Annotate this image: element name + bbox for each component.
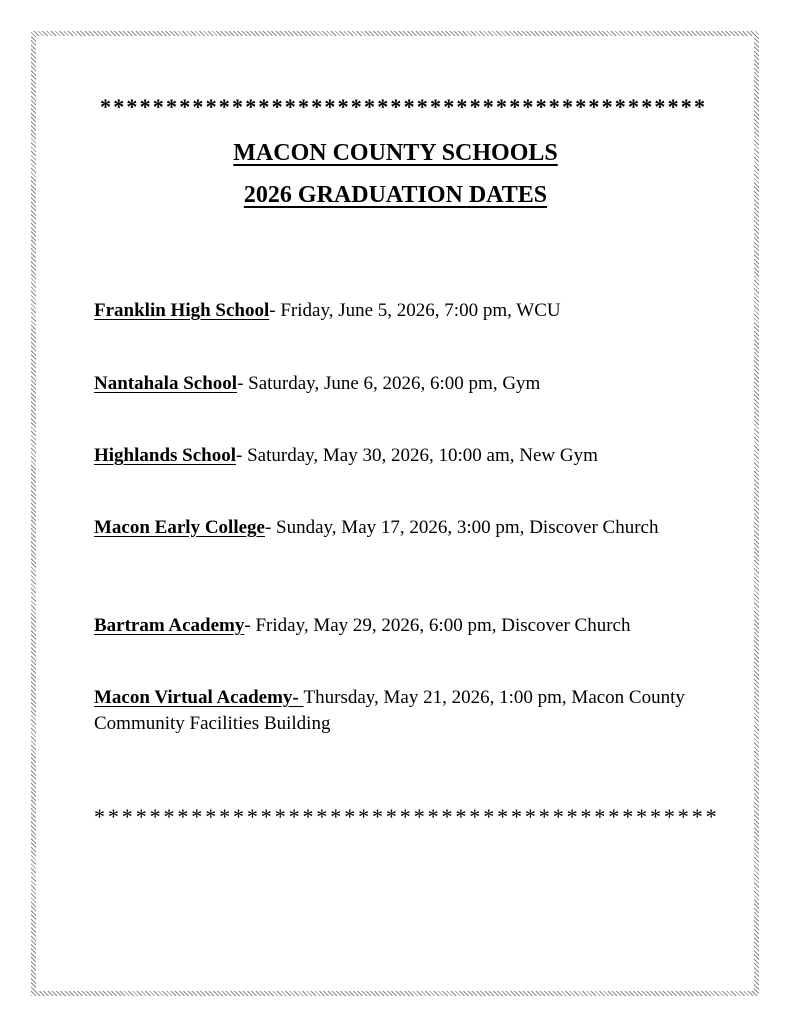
graduation-entry-franklin (94, 298, 694, 324)
graduation-entry-bartram (94, 613, 694, 639)
page-border (31, 31, 759, 996)
graduation-details: - Friday, May 29, 2026, 6:00 pm, Discover Church (244, 615, 631, 636)
graduation-entry-macon-early-college (94, 515, 694, 541)
graduation-details: - Sunday, May 17, 2026, 3:00 pm, Discover Church (264, 517, 659, 538)
bottom-star-divider: ********************************************* (94, 804, 720, 829)
page-subtitle: 2026 GRADUATION DATES (243, 182, 548, 208)
school-name: Franklin High School (94, 300, 270, 321)
school-name: Nantahala School (94, 373, 238, 394)
page-title: MACON COUNTY SCHOOLS (233, 140, 558, 166)
school-name: Highlands School (94, 445, 237, 466)
graduation-details: - Saturday, June 6, 2026, 6:00 pm, Gym (237, 373, 541, 394)
graduation-details: - Friday, June 5, 2026, 7:00 pm, WCU (269, 300, 561, 321)
top-star-divider: ********************************************** (100, 94, 708, 119)
graduation-entry-nantahala (94, 371, 694, 397)
graduation-details: Thursday, May 21, 2026, 1:00 pm, Macon County Community Facilities Building (94, 687, 685, 734)
graduation-details: - Saturday, May 30, 2026, 10:00 am, New Gym (236, 445, 598, 466)
school-name: Macon Virtual Academy- (94, 687, 304, 708)
graduation-entry-highlands (94, 443, 694, 469)
school-name: Macon Early College (94, 517, 265, 538)
graduation-entry-macon-virtual (94, 685, 694, 737)
school-name: Bartram Academy (94, 615, 245, 636)
